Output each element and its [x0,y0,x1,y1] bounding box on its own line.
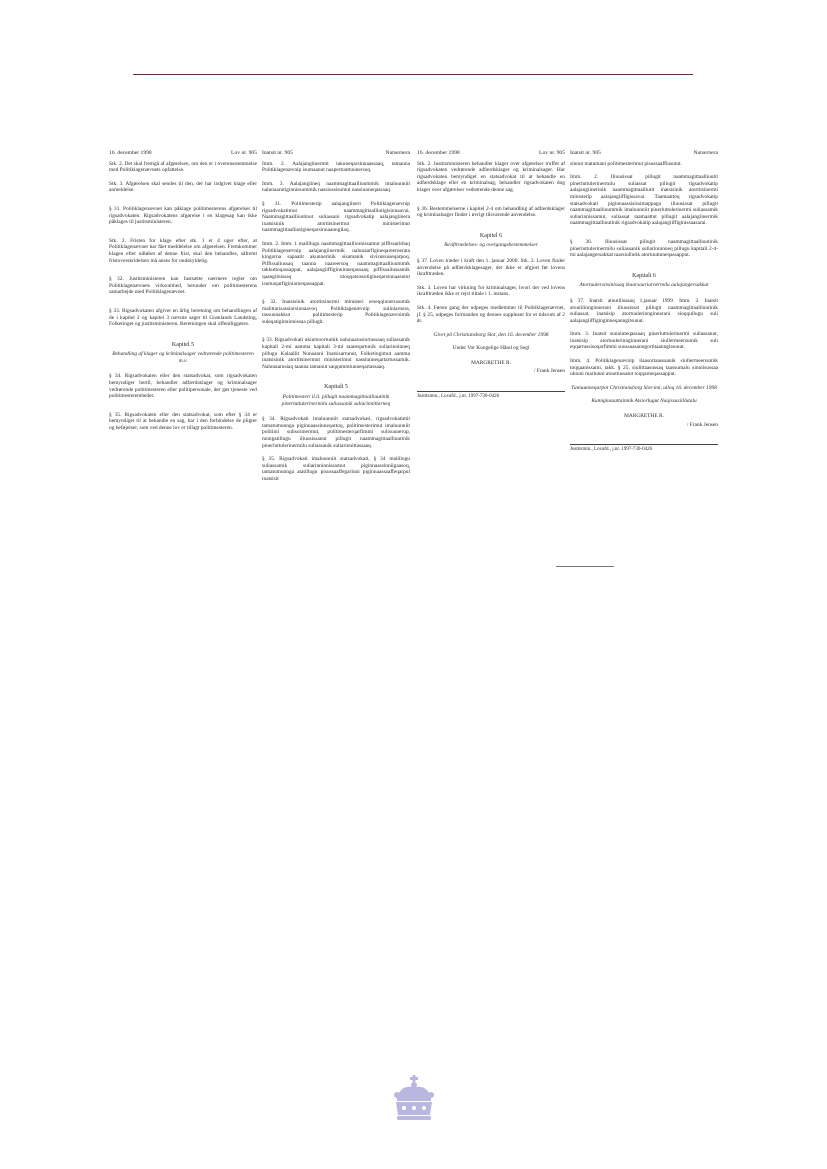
paragraph: Imm. 3. Aalajangiineq naammagittaalliuummik imaluunniit nalunaarutiginnissummik nassiussisumut nassiunneqassaaq. [262,180,410,194]
paragraph: § 32. Justitsministeren kan fastsætte nærmere regler om Politiklagenævnets virksomhed, herunder om politimesterens samarbejde med Politiklagenævnet. [109,276,257,296]
paragraph: Imm. 2. Aalajangiinermit takuneqarsinnaassaaq, tamanna Politiklagenævnip isumaanut naapertuuttuunersoq. [262,160,410,174]
chapter-subtitle: Ikrafttrædelses- og overgangsbestemmelser [444,242,538,249]
paragraph: § 32. Inatsisinik atortitsinermi ministeri erseqqinnerusumik malittarisassiorsinnaavoq Politiklagenævnip suliniarnera, tassuunakkut politimesterip Politiklagenævnimik suleqatiginninnissaa pillugit. [262,299,410,325]
paragraph: § 34. Rigsadvokaten eller den statsadvokat, som rigsadvokaten bemyndiger hertil, behandler adfærdsklager og kriminalsager vedrørende politimesteren eller politipersonale, der gør tjeneste ved politimesterembedet. [109,373,257,400]
scanned-page-right [413,150,723,565]
paragraph: Stk. 2. Justitsministeren behandler klager over afgørelser truffet af rigsadvokaten vedrørende adfærdsklager og kriminalsager. Har rigsadvokaten bemyndiget en statsadvokat til at behandle en adfærdsklage eller en kriminalsag, behandler rigsadvokaten dog klager over afgørelser vedrørende denne sag. [417,160,565,193]
header-law-number: Inatsit nr. 905 [570,150,601,156]
paragraph: Stk. 2. Det skal fremgå af afgørelsen, om den er i overensstemmelse med Politiklagenævnets opfattelse. [109,160,257,174]
chapter-title: Kapitel 5 [171,341,195,348]
footer-rule [556,566,614,567]
paragraph: § 33. Rigsadvokati ukiumoortumik nalunaarusiortassaaq suliassanik kapitali 2-mi aamma kapitali 3-mi taaneqartunik suliarinninneq pillugu Kalaallit Nunaanni Inatsisartunut, Folketingimut aamma inatsisinik atortitsinermut ministerimut nassiunneqartartussamik. Nalunaarusiaq taanna tamanut saqqummiunneqartassaaq. [262,337,410,370]
chapter-title: Kapitali 5 [324,384,348,391]
paragraph: Stk. 2. Fristen for klage efter stk. 1 er 4 uger efter, at Politiklagenævnet har fået meddelelse om afgørelsen. Fremkommer klagen efter udløbet af denne frist, skal den behandles, såfremt fristoverskridelsen må anses for undskyldelig. [109,237,257,264]
paragraph: § 36. Bestemmelserne i kapitel 2-4 om behandling af adfærdsklager og kriminalsager finder i øvrigt tilsvarende anvendelse. [417,205,565,219]
file-reference: Justitsmin., Lovafd., j.nr. 1997-730-0426 [570,444,718,454]
paragraph: § 37. Loven træder i kraft den 1. januar 2000. Stk. 2. Loven finder anvendelse på adfærdsklagesager, der ikke er afgjort før lovens ikrafttræden. [417,257,565,278]
paragraph: § 37. Inatsit atuutilissaaq 1.januar 1999. Imm. 2. Inatsit atuutilinnginnerani iliuusissat pillugit naammagittaalliuutinik suliassat, inatsisip atortuulerinnginnerani sioqqullugu suli aalajangiiffiginginneqanngitsunut. [570,297,718,324]
header-law-number: Lov nr. 905 [231,150,257,156]
danish-column [417,150,565,401]
chapter-subtitle: Behandling af klager og kriminalsager vedrørende politimesteren m.v. [112,351,254,364]
countersignature: / Frank Jensen [686,421,718,428]
header-date: 16. december 1998 [109,150,152,156]
paragraph: § 35. Rigsadvokaten eller den statsadvokat, som efter § 34 er bemyndiget til at behandle en sag, har i den forbindelse de pligter og beføjelser, som ved denne lov er tillagt politimesteren. [109,411,257,432]
paragraph: Stk. 4. Første gang der udpeges medlemmer til Politiklagenævnet, jf. § 25, udpeges formanden og dennes suppleant for et tidsrum af 2 år. [417,304,565,325]
paragraph: § 31. Politiklagenævnet kan påklage politimesterens afgørelser til rigsadvokaten. Rigsadvokatens afgørelse i en klagesag kan ikke påklages til justitsministeren. [109,205,257,226]
paragraph: Stk. 3. Afgørelsen skal sendes til den, der har indgivet klage eller anmeldelse. [109,180,257,194]
paragraph: Imm. 4. Politiklagenævnip ilaasortaassaanik siullermeersumik toqqaanissami, takk. § 25, siulittaasussaq taassumalu sinniisussaa ukiuni marlunni atuuttussatut toqqarneqassapput. [570,358,718,378]
header-law-number: Inatsit nr. 905 [262,150,293,156]
under-hand-and-seal: Under Vor Kongelige Hånd og Segl [452,345,530,352]
header-rule [133,74,693,75]
paragraph: § 35. Rigsadvokati imaluunniit statsadvokati, § 34 malillugu suliassamik suliarinninnissamut piginnaassinniigaasoq, tamatumunnga atatillugu pisussaaffegarluni piginnaassaaffeqarpul inatsisit [262,456,410,482]
paragraph: Imm. 3. Inatsit sunniuteqassaaq pinerluttulerinermi suliassanut, inatsisip atortuulerinnginnerani siullermeersumik suli eqqartussisoqarfimmi suussaasanngortitaanngitsunut. [570,331,718,351]
danish-column [109,150,257,439]
chapter-title: Kapitel 6 [479,232,503,239]
header-translation: Nutsernera [693,150,718,156]
under-hand-and-seal: Kunngiussuttainnik Atsiorlugut Naqissusiillutalu [591,398,697,405]
given-at: Tuniuunneqarpot Christiansborg Slot-imi, ulloq 16. december 1998 [571,384,717,391]
paragraph: Imm. 2. Imm. 1 malillugu naammagittaalliornissamut piffissarititaq Politiklagenævnip aalajangiinermik nalunaarfigineqareernerata kingorna sapaatit akunnerinik sisamanik sivisussuseqarpoq. Piffissaliussaq taanna naareersoq naammagittaalliuummik takkuttoqassappat, aalajangiiffiginninneqassaaq piffissaliussamik qaangiinissaq utoqqatsissutigineqarsinnaasutut isumaqarfiginiarneqassappat. [262,240,410,287]
chapter-subtitle: Atortuulersitsinissaq ikaarsaariarnermilu aalajangersakkat [579,282,709,289]
column-header [262,150,410,157]
paragraph: § 34. Rigsadvokati imaluunniit statsadvokati, rigsadvokatimit tamatumunnga piginnaassinneqartoq, politimesterimut imaluunniit politiini sulisorinermut, politimesterqarfimmi sulisuunerup, tunngatillugu iliuusissanut pillugit naammagittaalliuutinik pinerluttulerinermilu suliassanik suliarinnittassaaq. [262,416,410,449]
column-header [570,150,718,157]
paragraph: Stk. 3. Loven har virkning for kriminalsager, hvori der ved lovens ikrafttræden ikke er rejst tiltale i 1. instans. [417,284,565,298]
greenlandic-column [570,150,718,454]
greenlandic-column [262,150,410,490]
paragraph: § 36. Iliuusissat pillugit naammagittaalliuutinik pinerluttulerinermilu suliassanik suliarinninneq pillugu kapitali 2-4-mi aalajangersakkat taarsiullutik atortuutinneqassapput. [570,238,718,259]
scanned-page-left [105,150,415,565]
chapter-subtitle: Politimesteri il.il. pillugit naammagittaalliuutinik pinerluttulerinermilu suliassanik suliarinnittarneq [281,394,391,407]
chapter-title: Kapitali 6 [632,272,656,279]
paragraph: § 33. Rigsadvokaten afgiver en årlig beretning om behandlingen af de i kapitel 2 og kapitel 3 nævnte sager til Grønlands Landsting, Folketinget og justitsministeren. Beretningen skal offentliggøres. [109,307,257,328]
countersignature: / Frank Jensen [533,368,565,375]
paragraph: Imm. 2. Iliuusissat pillugit naammagittaalliuutit pinerluttulerinermilu suliassat pillugit rigsadvokatip aalajangiinerinik naammagittaalliutit inatsisinik atortitsinermi ministerip aalajangiiffigissavai. Taamaattoq rigsadvokatip statsadvokati piginnaassisissimappagu iliuusissat pillugit naammagittaalliuummik imaluunniit pinerluttulerinermi suliassamik suliarinnissamut, suliassat taamaattut pillugit aalajangiinermik naammagittaalliuutinik rigsadvokatip aalajangiiffiginissaasarai. [570,174,718,227]
file-reference: Justitsmin., Lovafd., j.nr. 1997-730-0426 [417,391,565,401]
header-date: 16. december 1998 [417,150,460,156]
royal-signature: MARGRETHE R. [471,359,511,366]
paragraph: sinnut matumani politimesterimut pisussaaffiusutut. [570,160,682,167]
crown-icon [391,1075,437,1125]
given-at: Givet på Christiansborg Slot, den 16. december 1998 [433,331,549,338]
royal-signature: MARGRETHE R. [624,413,664,420]
paragraph: § 31. Politimesterip aalajangiineri Politiklagenævnip rigsadvokatimut naammagittaalliutigisinnaavai. Naammagittaalliuutinut suliassani rigsadvokatip aalajangiinera inatsisinik atortitsinermut ministerimut naammagittaalliutigineqarsinnaanngilaq. [262,200,410,234]
header-law-number: Lov nr. 905 [539,150,565,156]
column-header [109,150,257,157]
column-header [417,150,565,157]
header-translation: Nutsernera [385,150,410,156]
